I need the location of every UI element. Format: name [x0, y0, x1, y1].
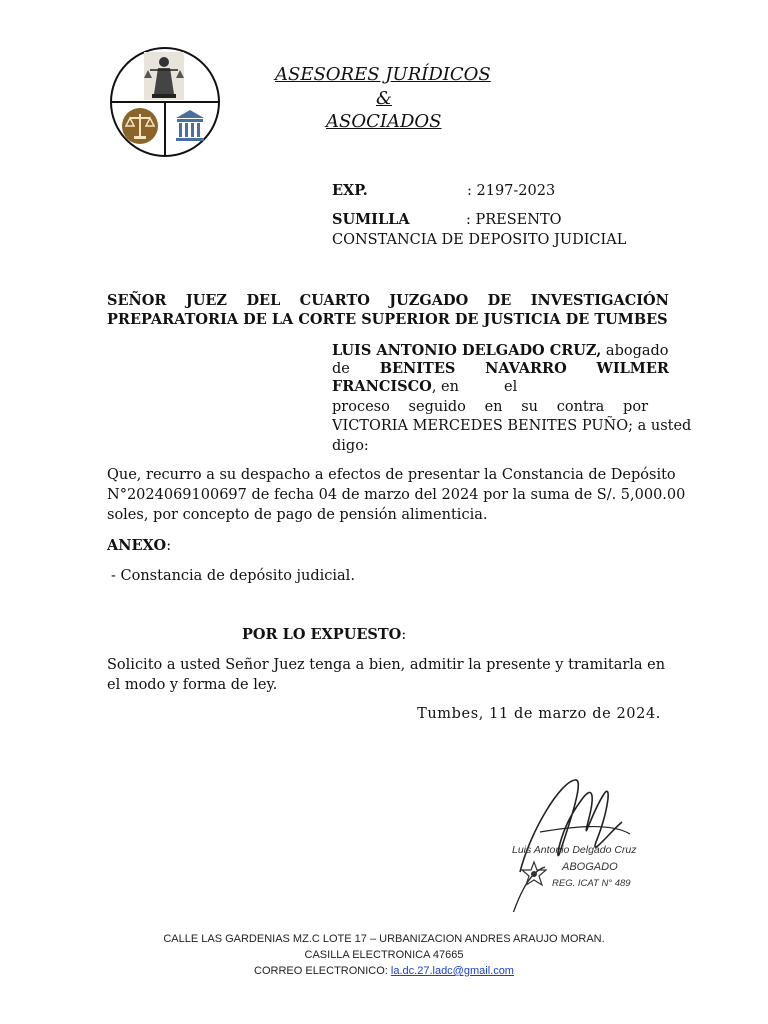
lawyer-name: LUIS ANTONIO DELGADO CRUZ,: [332, 342, 602, 359]
expuesto-label: POR LO EXPUESTO: [242, 626, 402, 643]
lawyer-role: abogado: [601, 343, 669, 359]
addressee-word: DE: [487, 292, 512, 309]
anexo-heading: [107, 536, 171, 556]
expuesto-heading: [242, 625, 406, 645]
document-date: Tumbes, 11 de marzo de 2024.: [417, 706, 661, 722]
intro-line3: [332, 377, 459, 397]
addressee-word: JUEZ: [185, 292, 228, 309]
addressee-word: DEL: [246, 292, 281, 309]
footer-casilla: CASILLA ELECTRONICA 47665: [304, 949, 464, 961]
stamp-registration: REG. ICAT N° 489: [552, 878, 631, 889]
intro-de: de: [332, 361, 350, 377]
exp-value: : 2197-2023: [467, 183, 556, 199]
request-line: el modo y forma de ley.: [107, 677, 278, 693]
signature-block: [500, 772, 650, 912]
sumilla-label: SUMILLA: [332, 211, 410, 228]
addressee-word: JUZGADO: [389, 292, 469, 309]
intro-en: , en: [431, 379, 459, 395]
addressee-line1: [107, 291, 669, 311]
intro-line6: digo:: [332, 438, 369, 454]
anexo-colon: :: [166, 538, 172, 554]
client-name-part: WILMER: [596, 360, 669, 377]
paragraph-line: N°2024069100697 de fecha 04 de marzo del 2024 por la suma de S/. 5,000.00: [107, 487, 686, 503]
firm-name-line1: ASESORES JURÍDICOS: [275, 64, 491, 85]
stamp-name: Luis Antonio Delgado Cruz: [512, 844, 637, 856]
email-link[interactable]: la.dc.27.ladc@gmail.com: [390, 965, 514, 977]
addressee-word: SEÑOR: [107, 292, 167, 309]
firm-logo: [108, 46, 222, 158]
client-name-part: FRANCISCO: [332, 378, 432, 395]
anexo-label: ANEXO: [107, 537, 167, 554]
intro-line4: proceso seguido en su contra por: [332, 399, 648, 415]
addressee-word: INVESTIGACIÓN: [530, 292, 669, 309]
handwritten-signature-icon: [500, 772, 650, 912]
intro-el: el: [504, 379, 518, 395]
client-name-part: NAVARRO: [485, 360, 567, 377]
footer-email-label: CORREO ELECTRONICO:: [254, 965, 391, 977]
footer-email-line: [0, 965, 768, 977]
exp-label: EXP.: [332, 182, 368, 199]
seal-star-icon: [522, 862, 546, 885]
footer-address: CALLE LAS GARDENIAS MZ.C LOTE 17 – URBANIZACION ANDRES ARAUJO MORAN.: [163, 933, 605, 945]
intro-line1: [332, 341, 669, 361]
paragraph-line: Que, recurro a su despacho a efectos de presentar la Constancia de Depósito: [107, 467, 676, 483]
sumilla-value-continued: CONSTANCIA DE DEPOSITO JUDICIAL: [332, 232, 627, 248]
paragraph-line: soles, por concepto de pago de pensión alimenticia.: [107, 507, 488, 523]
addressee-line2: PREPARATORIA DE LA CORTE SUPERIOR DE JUSTICIA DE TUMBES: [107, 311, 668, 328]
sumilla-value: : PRESENTO: [466, 212, 562, 228]
justice-emblem-icon: [108, 46, 222, 158]
stamp-role: ABOGADO: [562, 861, 618, 873]
expuesto-colon: :: [401, 627, 407, 643]
client-name-part: BENITES: [379, 360, 456, 377]
anexo-item: - Constancia de depósito judicial.: [111, 568, 355, 584]
addressee-word: CUARTO: [299, 292, 370, 309]
intro-line5: VICTORIA MERCEDES BENITES PUÑO; a usted: [332, 418, 692, 434]
firm-name-ampersand: &: [376, 88, 393, 109]
firm-name-line3: ASOCIADOS: [326, 111, 442, 132]
intro-line2: [332, 359, 669, 379]
request-line: Solicito a usted Señor Juez tenga a bien, admitir la presente y tramitarla en: [107, 657, 666, 673]
